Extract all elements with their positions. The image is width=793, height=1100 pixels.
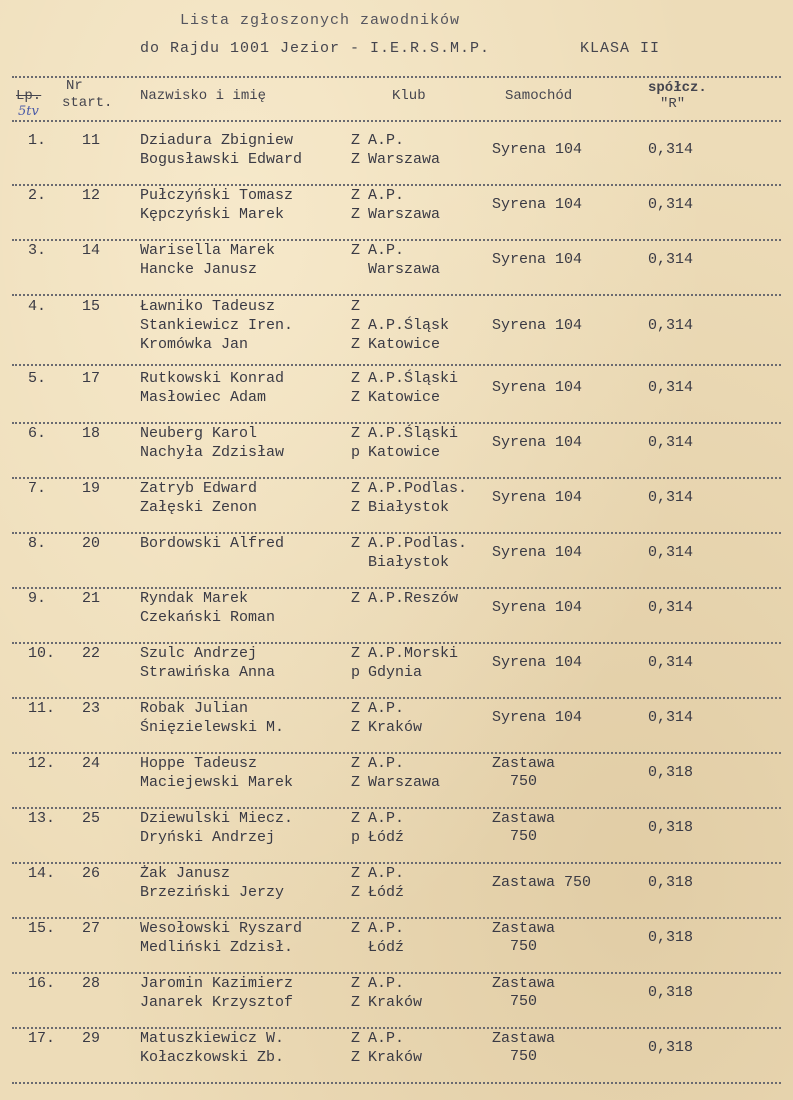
row-number: 12. (28, 755, 56, 772)
club-name: Kraków (368, 719, 423, 736)
driver-name: Janarek Krzysztof (140, 994, 294, 1011)
coefficient: 0,318 (648, 1039, 694, 1056)
driver-status: Z (351, 206, 361, 223)
club-name: A.P.Podlas. (368, 480, 468, 497)
coefficient: 0,318 (648, 929, 694, 946)
coefficient: 0,318 (648, 874, 694, 891)
row-number: 6. (28, 425, 47, 442)
table-row (0, 590, 793, 644)
start-number: 20 (82, 535, 101, 552)
coefficient: 0,314 (648, 251, 694, 268)
club-name: A.P.Śląski (368, 425, 459, 442)
club-name: A.P.Śląski (368, 370, 459, 387)
coefficient: 0,314 (648, 544, 694, 561)
row-number: 8. (28, 535, 47, 552)
table-row (0, 535, 793, 589)
coefficient: 0,314 (648, 434, 694, 451)
class-label: KLASA II (580, 40, 661, 57)
car-model: Syrena 104 (492, 489, 583, 506)
driver-name: Masłowiec Adam (140, 389, 267, 406)
car-model: Zastawa 750 (492, 975, 556, 1010)
row-number: 4. (28, 298, 47, 315)
table-row (0, 298, 793, 352)
driver-status: Z (351, 151, 361, 168)
table-row (0, 132, 793, 186)
header-lp: Lp. (16, 88, 42, 104)
row-number: 13. (28, 810, 56, 827)
driver-status: Z (351, 884, 361, 901)
club-name: A.P. (368, 755, 405, 772)
club-name: Katowice (368, 444, 441, 461)
driver-name: Rutkowski Konrad (140, 370, 285, 387)
row-separator (12, 364, 781, 366)
club-name: Białystok (368, 499, 450, 516)
document-subtitle: do Rajdu 1001 Jezior - I.E.R.S.M.P. (140, 40, 491, 57)
row-number: 1. (28, 132, 47, 149)
start-number: 21 (82, 590, 101, 607)
club-name: A.P. (368, 865, 405, 882)
driver-status: Z (351, 810, 361, 827)
coefficient: 0,314 (648, 654, 694, 671)
row-separator (12, 862, 781, 864)
driver-name: Dryński Andrzej (140, 829, 276, 846)
row-separator (12, 184, 781, 186)
start-number: 12 (82, 187, 101, 204)
start-number: 11 (82, 132, 101, 149)
club-name: A.P. (368, 187, 405, 204)
club-name: A.P.Śląsk (368, 317, 450, 334)
row-separator (12, 642, 781, 644)
coefficient: 0,314 (648, 196, 694, 213)
driver-status: Z (351, 994, 361, 1011)
start-number: 24 (82, 755, 101, 772)
row-separator (12, 752, 781, 754)
club-name: A.P.Reszów (368, 590, 459, 607)
club-name: A.P. (368, 132, 405, 149)
header-nr-1: Nr (66, 78, 83, 94)
car-model: Zastawa 750 (492, 874, 592, 891)
driver-name: Zatryb Edward (140, 480, 258, 497)
driver-status: Z (351, 242, 361, 259)
row-number: 5. (28, 370, 47, 387)
header-coef-1: spółcz. (648, 80, 707, 96)
row-separator (12, 532, 781, 534)
table-row (0, 810, 793, 864)
row-number: 16. (28, 975, 56, 992)
coefficient: 0,318 (648, 819, 694, 836)
driver-status: Z (351, 298, 361, 315)
row-number: 7. (28, 480, 47, 497)
car-model: Syrena 104 (492, 434, 583, 451)
driver-name: Bordowski Alfred (140, 535, 285, 552)
driver-name: Warisella Marek (140, 242, 276, 259)
driver-status: Z (351, 1030, 361, 1047)
driver-name: Bogusławski Edward (140, 151, 303, 168)
coefficient: 0,318 (648, 984, 694, 1001)
driver-name: Szulc Andrzej (140, 645, 258, 662)
club-name: Gdynia (368, 664, 423, 681)
start-number: 15 (82, 298, 101, 315)
handwritten-note: 5tv (18, 104, 39, 119)
driver-status: Z (351, 719, 361, 736)
club-name: A.P. (368, 975, 405, 992)
driver-name: Załęski Zenon (140, 499, 258, 516)
club-name: Warszawa (368, 261, 441, 278)
driver-name: Ryndak Marek (140, 590, 249, 607)
driver-name: Maciejewski Marek (140, 774, 294, 791)
club-name: Kraków (368, 1049, 423, 1066)
club-name: A.P. (368, 242, 405, 259)
row-separator (12, 1027, 781, 1029)
driver-name: Śnięzielewski M. (140, 719, 285, 736)
club-name: Łódź (368, 829, 405, 846)
driver-name: Kołaczkowski Zb. (140, 1049, 285, 1066)
table-row (0, 975, 793, 1029)
driver-name: Nachyła Zdzisław (140, 444, 285, 461)
row-number: 17. (28, 1030, 56, 1047)
table-row (0, 1030, 793, 1084)
driver-name: Żak Janusz (140, 865, 231, 882)
table-row (0, 645, 793, 699)
coefficient: 0,314 (648, 317, 694, 334)
row-separator (12, 477, 781, 479)
club-name: Łódź (368, 939, 405, 956)
driver-name: Kromówka Jan (140, 336, 249, 353)
club-name: A.P. (368, 1030, 405, 1047)
driver-name: Brzeziński Jerzy (140, 884, 285, 901)
row-separator (12, 239, 781, 241)
row-separator (12, 972, 781, 974)
driver-status: Z (351, 425, 361, 442)
driver-name: Ławniko Tadeusz (140, 298, 276, 315)
header-nr-2: start. (62, 95, 113, 111)
start-number: 28 (82, 975, 101, 992)
driver-name: Czekański Roman (140, 609, 276, 626)
start-number: 23 (82, 700, 101, 717)
driver-status: Z (351, 187, 361, 204)
driver-name: Wesołowski Ryszard (140, 920, 303, 937)
driver-status: p (351, 829, 361, 846)
driver-name: Hoppe Tadeusz (140, 755, 258, 772)
coefficient: 0,318 (648, 764, 694, 781)
club-name: A.P.Podlas. (368, 535, 468, 552)
header-club: Klub (392, 88, 426, 104)
driver-name: Medliński Zdzisł. (140, 939, 294, 956)
start-number: 22 (82, 645, 101, 662)
car-model: Syrena 104 (492, 141, 583, 158)
start-number: 26 (82, 865, 101, 882)
driver-status: Z (351, 920, 361, 937)
driver-status: p (351, 444, 361, 461)
car-model: Syrena 104 (492, 196, 583, 213)
start-number: 29 (82, 1030, 101, 1047)
row-separator (12, 1082, 781, 1084)
table-row (0, 920, 793, 974)
driver-name: Hancke Janusz (140, 261, 258, 278)
row-separator (12, 422, 781, 424)
driver-status: Z (351, 480, 361, 497)
row-separator (12, 294, 781, 296)
table-row (0, 700, 793, 754)
car-model: Syrena 104 (492, 709, 583, 726)
club-name: A.P. (368, 920, 405, 937)
row-separator (12, 587, 781, 589)
car-model: Syrena 104 (492, 599, 583, 616)
driver-status: Z (351, 132, 361, 149)
row-number: 11. (28, 700, 56, 717)
driver-status: Z (351, 389, 361, 406)
row-separator (12, 807, 781, 809)
table-row (0, 755, 793, 809)
club-name: Katowice (368, 336, 441, 353)
club-name: Warszawa (368, 774, 441, 791)
car-model: Zastawa 750 (492, 755, 556, 790)
club-name: Warszawa (368, 151, 441, 168)
club-name: Kraków (368, 994, 423, 1011)
driver-status: Z (351, 317, 361, 334)
table-row (0, 187, 793, 241)
start-number: 25 (82, 810, 101, 827)
document-title: Lista zgłoszonych zawodników (180, 12, 461, 29)
row-separator (12, 697, 781, 699)
coefficient: 0,314 (648, 379, 694, 396)
car-model: Zastawa 750 (492, 810, 556, 845)
row-number: 14. (28, 865, 56, 882)
driver-name: Kępczyński Marek (140, 206, 285, 223)
driver-name: Strawińska Anna (140, 664, 276, 681)
table-row (0, 242, 793, 296)
car-model: Syrena 104 (492, 317, 583, 334)
car-model: Zastawa 750 (492, 920, 556, 955)
driver-status: Z (351, 865, 361, 882)
table-row (0, 480, 793, 534)
start-number: 14 (82, 242, 101, 259)
club-name: A.P.Morski (368, 645, 459, 662)
driver-status: Z (351, 700, 361, 717)
driver-status: Z (351, 774, 361, 791)
driver-name: Neuberg Karol (140, 425, 258, 442)
driver-status: Z (351, 590, 361, 607)
header-bottom-rule (12, 120, 781, 122)
driver-status: Z (351, 370, 361, 387)
driver-status: Z (351, 336, 361, 353)
row-separator (12, 917, 781, 919)
start-number: 18 (82, 425, 101, 442)
car-model: Syrena 104 (492, 544, 583, 561)
row-number: 10. (28, 645, 56, 662)
driver-status: Z (351, 755, 361, 772)
car-model: Zastawa 750 (492, 1030, 556, 1065)
row-number: 15. (28, 920, 56, 937)
row-number: 2. (28, 187, 47, 204)
car-model: Syrena 104 (492, 251, 583, 268)
header-name: Nazwisko i imię (140, 88, 267, 104)
club-name: Łódź (368, 884, 405, 901)
driver-name: Stankiewicz Iren. (140, 317, 294, 334)
start-number: 17 (82, 370, 101, 387)
start-number: 19 (82, 480, 101, 497)
driver-status: Z (351, 499, 361, 516)
club-name: Warszawa (368, 206, 441, 223)
driver-status: Z (351, 535, 361, 552)
table-row (0, 370, 793, 424)
club-name: Katowice (368, 389, 441, 406)
header-car: Samochód (505, 88, 573, 104)
row-number: 9. (28, 590, 47, 607)
header-coef-2: "R" (660, 96, 686, 112)
car-model: Syrena 104 (492, 654, 583, 671)
club-name: Białystok (368, 554, 450, 571)
coefficient: 0,314 (648, 141, 694, 158)
coefficient: 0,314 (648, 489, 694, 506)
driver-status: Z (351, 645, 361, 662)
driver-status: Z (351, 1049, 361, 1066)
car-model: Syrena 104 (492, 379, 583, 396)
coefficient: 0,314 (648, 709, 694, 726)
driver-name: Pułczyński Tomasz (140, 187, 294, 204)
driver-status: Z (351, 975, 361, 992)
club-name: A.P. (368, 700, 405, 717)
driver-name: Dziewulski Miecz. (140, 810, 294, 827)
row-number: 3. (28, 242, 47, 259)
coefficient: 0,314 (648, 599, 694, 616)
driver-status: p (351, 664, 361, 681)
driver-name: Matuszkiewicz W. (140, 1030, 285, 1047)
driver-name: Dziadura Zbigniew (140, 132, 294, 149)
driver-name: Jaromin Kazimierz (140, 975, 294, 992)
table-row (0, 425, 793, 479)
club-name: A.P. (368, 810, 405, 827)
table-row (0, 865, 793, 919)
driver-name: Robak Julian (140, 700, 249, 717)
start-number: 27 (82, 920, 101, 937)
header-top-rule (12, 76, 781, 78)
